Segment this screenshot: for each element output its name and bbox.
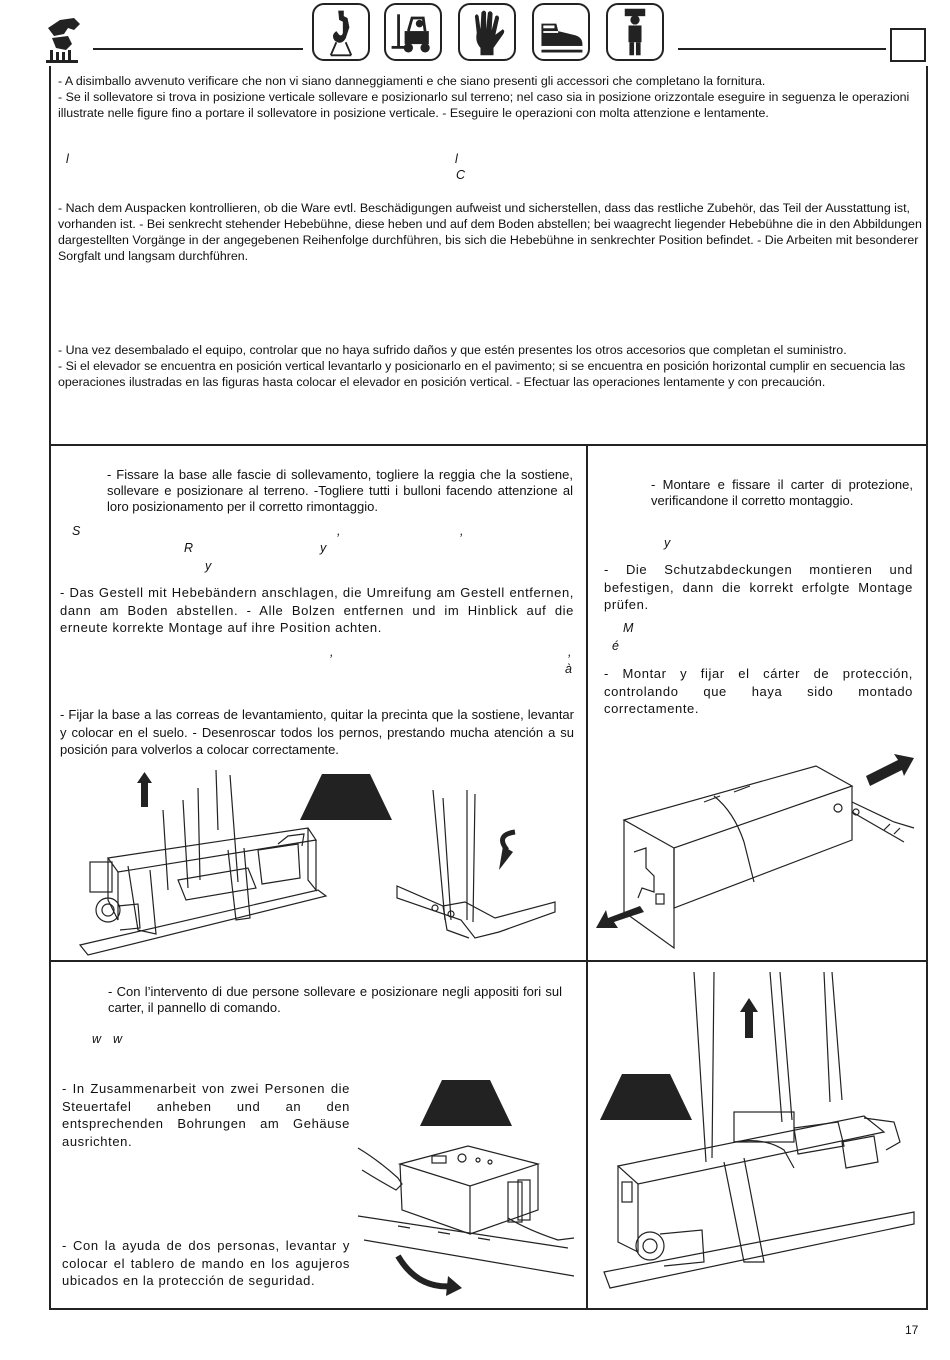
divider-mid-1 [586,444,588,961]
frame-left [49,66,51,1310]
fragment: , [568,645,572,659]
fragment: é [612,639,619,653]
glove-icon [458,3,516,61]
step-panel-text-it: - Con l’intervento di due persone sollevare e posizionare negli appositi fori sul carter, il pannello di comando. [108,984,562,1015]
lifting-assembly-illustration [594,972,918,1302]
warning-trapezoid-icon [300,774,392,820]
frame-right [926,66,928,1310]
divider-1 [49,444,928,446]
step-base-text-de: - Das Gestell mit Hebebändern anschlagen, die Umreifung am Gestell entfernen, dann am Boden abstellen. - Alle Bolzen entfernen und im Hinblick auf die erneute korrekte Montage auf ihre Position achten. [60,585,574,635]
intro-text-de: - Nach dem Auspacken kontrollieren, ob die Ware evtl. Beschädigungen aufweist und sicherstellen, dass das restliche Zubehör, das Teil der Ausstattung ist, vorhanden ist. - Bei senkrecht stehender Hebebühne, diese heben und auf dem Boden abstellen; bei waagrecht liegender Hebebühne die in den Abbildungen dargestellten Vorgänge in der angegebenen Reihenfolge durchführen, bis sich die Hebebühne in senkrechter Position befindet. - Die Arbeiten mit besonderer Sorgfalt und langsam durchführen. [58,201,922,263]
step-panel-text-de: - In Zusammenarbeit von zwei Personen die Steuertafel anheben und an den entsprechenden Bohrungen am Gehäuse ausrichten. [62,1081,350,1149]
intro-text-it: - A disimballo avvenuto verificare che non vi siano danneggiamenti e che siano presenti gli accessori che completano la fornitura. - Se il sollevatore si trova in posizione verticale sollevare e posizionarlo sul terreno; nel caso sia in posizione orizzontale eseguire in seguenza le operazioni illustrate nelle figure fino a portare il sollevatore in posizione verticale. - Eseguire le operazioni con molta attenzione e lentamente. [58,74,910,120]
fragment: w [113,1032,123,1046]
base-positioning-illustration [395,790,555,945]
base-lifting-illustration [78,770,328,955]
divider-2 [49,960,928,962]
warning-trapezoid-icon [420,1080,512,1126]
intro-text-es: - Una vez desembalado el equipo, controlar que no haya sufrido daños y que estén presentes los otros accesorios que completan el suministro. - Si el elevador se encuentra en posición vertical levantarlo y posicionarlo en el pavimento; si se encuentra en posición horizontal cumplir en secuencia las operaciones ilustradas en las figuras hasta colocar el elevador en posición vertical. - Efectuar las operaciones lentamente y con precaución. [58,343,906,389]
fragment: , [337,524,341,538]
step-carter-text-es: - Montar y fijar el cárter de protección, controlando que haya sido montado correctamente. [604,666,913,716]
manufacturer-logo [44,16,90,64]
fragment: C [456,168,466,182]
fragment: w [92,1032,102,1046]
page-number: 17 [905,1323,919,1337]
fragment: , [330,645,334,659]
fragment: l [455,152,458,166]
worker-icon [606,3,664,61]
fragment: , [460,524,464,538]
step-panel-text-es: - Con la ayuda de dos personas, levantar y colocar el tablero de mando en los agujeros ubicados en la protección de seguridad. [62,1238,350,1288]
step-base-text-it: - Fissare la base alle fascie di sollevamento, togliere la reggia che la sostiene, sollevare e posizionare al terreno. -Togliere tutti i bulloni facendo attenzione al loro posizionamento per il corretto rimontaggio. [107,467,573,514]
step-carter-text-de: - Die Schutzabdeckungen montieren und befestigen, dann die korrekt erfolgte Montage prüfen. [604,562,913,612]
fragment: à [565,662,572,676]
carter-mounting-illustration [594,752,918,952]
divider-bottom [49,1308,928,1310]
fragment: y [320,541,327,555]
forklift-icon [384,3,442,61]
fragment: l [66,152,69,166]
divider-mid-2 [586,960,588,1309]
safety-shoe-icon [532,3,590,61]
step-base-text-es: - Fijar la base a las correas de levantamiento, quitar la precinta que la sostiene, levantar y colocar en el suelo. - Desenroscar todos los pernos, prestando mucha atención a su posición para volverlos a colocar correctamente. [60,707,574,757]
fragment: y [664,536,671,550]
step-carter-text-it: - Montare e fissare il carter di protezione, verificandone il corretto montaggio. [651,477,913,508]
control-panel-illustration [358,1140,578,1300]
fragment: y [205,559,212,573]
language-box [890,28,926,62]
hook-icon [312,3,370,61]
fragment: M [623,621,634,635]
fragment: S [72,524,81,538]
fragment: R [184,541,194,555]
